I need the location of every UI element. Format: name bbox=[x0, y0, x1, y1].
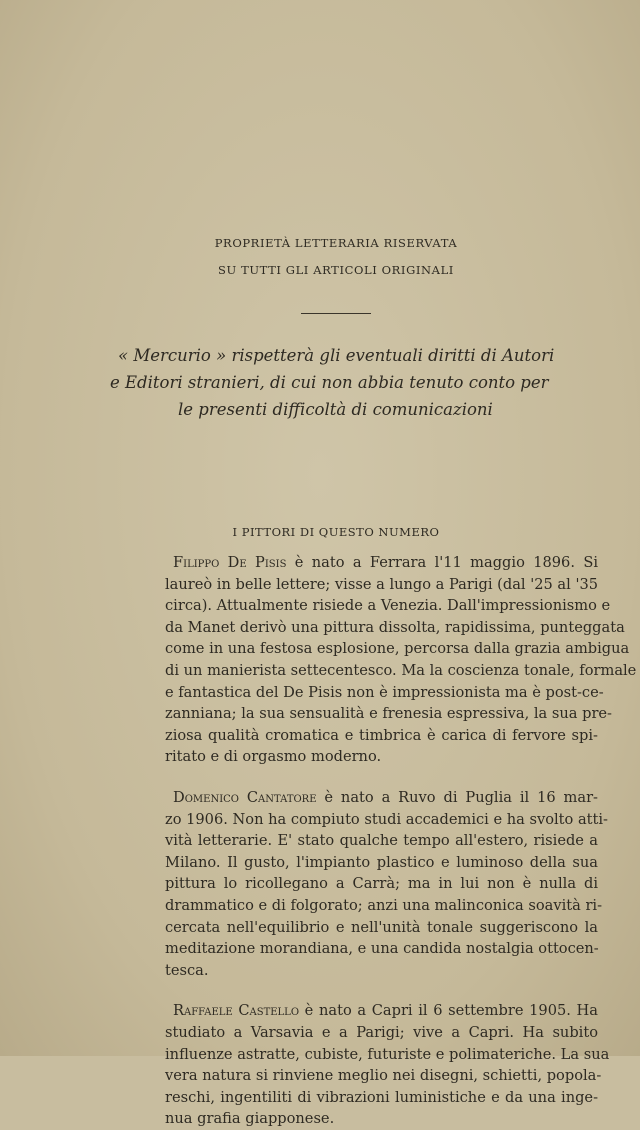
painter-name: Raffaele Castello bbox=[173, 1002, 300, 1020]
paragraph-line: di un manierista settecentesco. Ma la coscienza tonale, formale bbox=[165, 661, 637, 679]
paragraph-line: Milano. Il gusto, l'impianto plastico e luminoso della sua bbox=[165, 853, 598, 871]
paragraph-line: come in una festosa esplosione, percorsa dalla grazia ambigua bbox=[165, 640, 630, 658]
divider-rule bbox=[301, 313, 371, 314]
paragraph-line bbox=[165, 787, 598, 809]
paragraph-line: drammatico e di folgorato; anzi una malinconica soavità ri- bbox=[165, 896, 603, 914]
paragraph-line: pittura lo ricollegano a Carrà; ma in lui non è nulla di bbox=[165, 875, 598, 893]
paragraph-line: ziosa qualità cromatica e timbrica è carica di fervore spi- bbox=[165, 726, 598, 744]
paragraph-line: zo 1906. Non ha compiuto studi accademici e ha svolto atti- bbox=[165, 810, 608, 828]
paragraph-line bbox=[165, 1000, 598, 1022]
paragraph-line: cercata nell'equilibrio e nell'unità tonale suggeriscono la bbox=[165, 918, 598, 936]
mercurio-notice-line-1: « Mercurio » rispetterà gli eventuali diritti di Autori bbox=[118, 346, 555, 365]
painter-paragraph-cantatore bbox=[165, 787, 608, 981]
painter-name: Domenico Cantatore bbox=[173, 789, 317, 806]
mercurio-notice-line-2: e Editori stranieri, di cui non abbia tenuto conto per bbox=[110, 373, 549, 392]
paragraph-line: influenze astratte, cubiste, futuriste e polimateriche. La sua bbox=[165, 1045, 610, 1063]
paragraph-text: è nato a Capri il 6 settembre 1905. Ha bbox=[299, 1002, 598, 1020]
paragraph-line: nua grafia giapponese. bbox=[165, 1110, 335, 1128]
paragraph-text: è nato a Ferrara l'11 maggio 1896. Si bbox=[286, 554, 598, 571]
paragraph-line: e fantastica del De Pisis non è impressionista ma è post-ce- bbox=[165, 683, 604, 701]
section-heading: I PITTORI DI QUESTO NUMERO bbox=[232, 525, 440, 539]
paragraph-text: è nato a Ruvo di Puglia il 16 mar- bbox=[316, 789, 598, 806]
paragraph-line: da Manet derivò una pittura dissolta, rapidissima, punteggata bbox=[165, 618, 625, 636]
paragraph-line: vità letterarie. E' stato qualche tempo all'estero, risiede a bbox=[165, 832, 598, 850]
paragraph-line: laureò in belle lettere; visse a lungo a Parigi (dal '25 al '35 bbox=[165, 575, 599, 593]
paragraph-line: circa). Attualmente risiede a Venezia. Dall'impressionismo e bbox=[165, 597, 611, 615]
rights-notice-line-1: PROPRIETÀ LETTERARIA RISERVATA bbox=[214, 236, 458, 250]
paragraph-line: zanniana; la sua sensualità e frenesia espressiva, la sua pre- bbox=[165, 705, 612, 723]
paragraph-line: tesca. bbox=[165, 961, 209, 979]
mercurio-notice-line-3: le presenti difficoltà di comunicazioni bbox=[178, 400, 493, 419]
rights-notice-line-2: SU TUTTI GLI ARTICOLI ORIGINALI bbox=[218, 263, 454, 277]
paragraph-line: studiato a Varsavia e a Parigi; vive a Capri. Ha subito bbox=[165, 1023, 598, 1041]
paragraph-line bbox=[165, 552, 598, 574]
paragraph-line: vera natura si rinviene meglio nei disegni, schietti, popola- bbox=[165, 1067, 602, 1085]
painter-name: Filippo De Pisis bbox=[173, 554, 287, 571]
paragraph-line: meditazione morandiana, e una candida nostalgia ottocen- bbox=[165, 940, 599, 958]
paragraph-line: reschi, ingentiliti di vibrazioni luministiche e da una inge- bbox=[165, 1088, 598, 1106]
painter-paragraph-castello bbox=[165, 1000, 610, 1130]
paragraph-line: ritato e di orgasmo moderno. bbox=[165, 748, 382, 766]
painter-paragraph-de-pisis bbox=[165, 552, 637, 768]
